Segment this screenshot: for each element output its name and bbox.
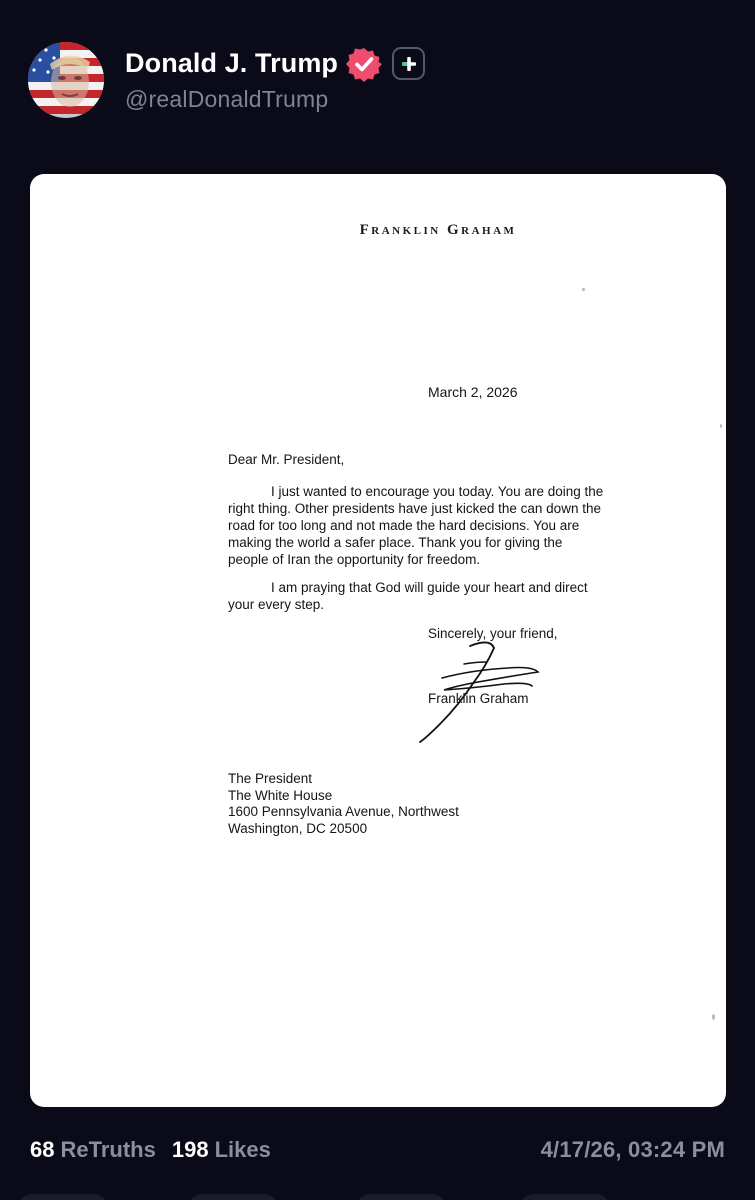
retruth-action[interactable] — [188, 1194, 278, 1200]
handwritten-signature — [382, 634, 552, 746]
address-line: The President — [228, 771, 313, 786]
letter-closing: Sincerely, your friend, — [428, 626, 558, 641]
like-action[interactable] — [356, 1194, 446, 1200]
post-stats — [30, 1137, 271, 1167]
avatar[interactable] — [28, 42, 104, 118]
author-display-name[interactable]: Donald J. Trump — [125, 48, 339, 78]
address-line: Washington, DC 20500 — [228, 820, 368, 836]
post-timestamp: 4/17/26, 03:24 PM — [540, 1137, 725, 1162]
reply-action[interactable] — [18, 1194, 108, 1200]
letter-document — [30, 174, 726, 1107]
author-identity — [125, 44, 425, 113]
letter-paragraph: I am praying that God will guide your heart and direct your every step. — [228, 580, 588, 612]
letter-salutation: Dear Mr. President, — [228, 452, 345, 467]
avatar-image — [28, 42, 104, 118]
plus-badge-icon[interactable] — [392, 47, 425, 80]
post-header — [28, 40, 425, 120]
post-action-bar — [0, 1190, 755, 1200]
letter-paragraph: I just wanted to encourage you today. You are doing the right thing. Other presidents have just kicked the can down the road for too long and not made the hard decisions. You are making the world a safer place. Thank you for giving the people of Iran the opportunity for freedom. — [228, 484, 604, 567]
share-action[interactable] — [520, 1194, 610, 1200]
retruths-label[interactable]: ReTruths — [60, 1137, 156, 1162]
post-media-image[interactable] — [30, 174, 726, 1107]
letter-signer: Franklin Graham — [428, 691, 529, 706]
verified-badge-icon — [346, 46, 382, 82]
address-line: 1600 Pennsylvania Avenue, Northwest — [228, 804, 459, 819]
likes-count[interactable]: 198 — [171, 1137, 209, 1162]
scan-speck — [712, 1014, 715, 1020]
author-handle[interactable]: @realDonaldTrump — [125, 85, 329, 112]
letter-date: March 2, 2026 — [428, 384, 518, 400]
retruths-count[interactable]: 68 — [30, 1137, 55, 1162]
scan-speck — [720, 424, 722, 428]
letter-address — [228, 771, 459, 837]
address-line: The White House — [228, 787, 333, 803]
scan-speck — [582, 288, 585, 291]
likes-label[interactable]: Likes — [214, 1137, 271, 1162]
letterhead: Franklin Graham — [359, 222, 517, 238]
author-name-row — [125, 44, 425, 84]
